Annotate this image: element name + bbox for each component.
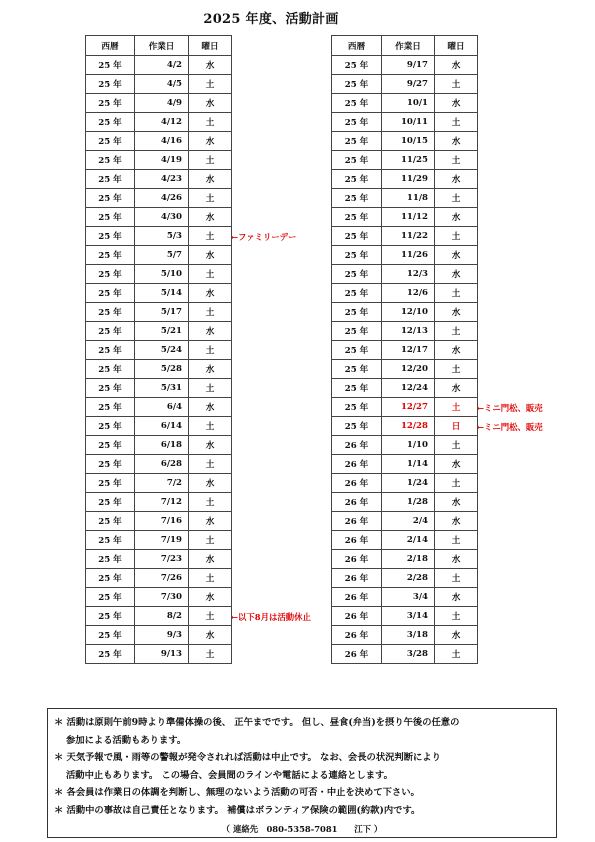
date-cell: 10/15 <box>382 132 435 151</box>
table-row <box>86 569 232 588</box>
year-cell: 25 年 <box>86 379 135 398</box>
header-weekday: 曜日 <box>435 36 478 56</box>
date-cell: 3/28 <box>382 645 435 664</box>
table-row <box>86 474 232 493</box>
date-cell: 9/3 <box>135 626 189 645</box>
weekday-cell: 土 <box>435 113 478 132</box>
weekday-cell: 水 <box>435 170 478 189</box>
year-cell: 25 年 <box>86 246 135 265</box>
weekday-cell: 土 <box>189 569 232 588</box>
date-cell: 12/13 <box>382 322 435 341</box>
year-cell: 25 年 <box>332 398 382 417</box>
weekday-cell: 水 <box>189 56 232 75</box>
date-cell: 6/28 <box>135 455 189 474</box>
weekday-cell: 土 <box>435 398 478 417</box>
table-row <box>332 151 478 170</box>
year-cell: 25 年 <box>332 417 382 436</box>
year-cell: 25 年 <box>332 170 382 189</box>
weekday-cell: 土 <box>435 607 478 626</box>
date-cell: 12/6 <box>382 284 435 303</box>
year-cell: 25 年 <box>86 493 135 512</box>
table-row <box>332 56 478 75</box>
weekday-cell: 水 <box>435 56 478 75</box>
weekday-cell: 水 <box>189 284 232 303</box>
date-cell: 5/14 <box>135 284 189 303</box>
date-cell: 7/2 <box>135 474 189 493</box>
weekday-cell: 土 <box>189 645 232 664</box>
year-cell: 25 年 <box>86 322 135 341</box>
weekday-cell: 水 <box>435 626 478 645</box>
notes-box <box>47 708 557 838</box>
year-cell: 25 年 <box>332 151 382 170</box>
header-weekday: 曜日 <box>189 36 232 56</box>
table-header-row <box>332 36 478 56</box>
date-cell: 12/3 <box>382 265 435 284</box>
date-cell: 12/10 <box>382 303 435 322</box>
table-row <box>86 246 232 265</box>
weekday-cell: 水 <box>435 94 478 113</box>
weekday-cell: 土 <box>189 151 232 170</box>
table-row <box>86 379 232 398</box>
weekday-cell: 水 <box>189 360 232 379</box>
year-cell: 26 年 <box>332 474 382 493</box>
year-cell: 25 年 <box>86 208 135 227</box>
weekday-cell: 水 <box>435 455 478 474</box>
year-cell: 26 年 <box>332 626 382 645</box>
table-row <box>332 246 478 265</box>
year-cell: 26 年 <box>332 550 382 569</box>
schedule-table-left <box>85 35 232 664</box>
weekday-cell: 土 <box>435 360 478 379</box>
table-row <box>332 227 478 246</box>
year-cell: 25 年 <box>86 474 135 493</box>
weekday-cell: 土 <box>435 645 478 664</box>
year-cell: 25 年 <box>86 151 135 170</box>
table-row <box>332 189 478 208</box>
year-cell: 25 年 <box>86 550 135 569</box>
date-cell: 4/5 <box>135 75 189 94</box>
year-cell: 25 年 <box>86 512 135 531</box>
year-cell: 25 年 <box>86 569 135 588</box>
year-cell: 25 年 <box>86 170 135 189</box>
date-cell: 2/4 <box>382 512 435 531</box>
year-cell: 26 年 <box>332 455 382 474</box>
date-cell: 10/11 <box>382 113 435 132</box>
table-row <box>332 474 478 493</box>
date-cell: 7/16 <box>135 512 189 531</box>
date-cell: 2/18 <box>382 550 435 569</box>
weekday-cell: 土 <box>435 75 478 94</box>
date-cell: 9/13 <box>135 645 189 664</box>
table-row <box>332 322 478 341</box>
weekday-cell: 土 <box>189 189 232 208</box>
weekday-cell: 土 <box>189 455 232 474</box>
table-row <box>86 436 232 455</box>
weekday-cell: 土 <box>189 341 232 360</box>
weekday-cell: 土 <box>189 417 232 436</box>
table-row <box>332 360 478 379</box>
table-row <box>332 607 478 626</box>
weekday-cell: 水 <box>189 588 232 607</box>
table-row <box>332 170 478 189</box>
year-cell: 25 年 <box>86 341 135 360</box>
table-row <box>332 417 478 436</box>
date-cell: 7/30 <box>135 588 189 607</box>
table-row <box>332 208 478 227</box>
header-year: 西暦 <box>332 36 382 56</box>
year-cell: 25 年 <box>332 132 382 151</box>
date-cell: 4/30 <box>135 208 189 227</box>
date-cell: 4/19 <box>135 151 189 170</box>
table-row <box>86 132 232 151</box>
table-row <box>86 151 232 170</box>
table-row <box>332 436 478 455</box>
weekday-cell: 水 <box>189 550 232 569</box>
table-row <box>86 512 232 531</box>
year-cell: 25 年 <box>332 303 382 322</box>
date-cell: 6/14 <box>135 417 189 436</box>
row-note: ←ファミリーデー <box>231 231 297 242</box>
date-cell: 5/28 <box>135 360 189 379</box>
year-cell: 26 年 <box>332 531 382 550</box>
note-line: 参加による活動もあります。 <box>66 734 187 746</box>
date-cell: 1/24 <box>382 474 435 493</box>
weekday-cell: 水 <box>189 436 232 455</box>
weekday-cell: 水 <box>189 132 232 151</box>
weekday-cell: 水 <box>189 626 232 645</box>
weekday-cell: 土 <box>189 303 232 322</box>
weekday-cell: 水 <box>435 379 478 398</box>
date-cell: 7/19 <box>135 531 189 550</box>
weekday-cell: 土 <box>435 189 478 208</box>
year-cell: 25 年 <box>332 56 382 75</box>
weekday-cell: 土 <box>435 227 478 246</box>
weekday-cell: 土 <box>189 113 232 132</box>
weekday-cell: 水 <box>189 474 232 493</box>
weekday-cell: 水 <box>189 398 232 417</box>
note-line: ＊ 活動中の事故は自己責任となります。 補償はボランティア保険の範囲(約款)内です。 <box>54 804 421 816</box>
date-cell: 11/29 <box>382 170 435 189</box>
table-row <box>332 550 478 569</box>
weekday-cell: 土 <box>189 75 232 94</box>
year-cell: 26 年 <box>332 588 382 607</box>
table-row <box>86 341 232 360</box>
year-cell: 25 年 <box>332 208 382 227</box>
table-row <box>332 132 478 151</box>
table-row <box>86 607 232 626</box>
year-cell: 25 年 <box>332 113 382 132</box>
year-cell: 26 年 <box>332 493 382 512</box>
weekday-cell: 水 <box>435 208 478 227</box>
weekday-cell: 水 <box>189 208 232 227</box>
table-row <box>86 303 232 322</box>
weekday-cell: 水 <box>189 512 232 531</box>
table-row <box>332 493 478 512</box>
weekday-cell: 土 <box>189 379 232 398</box>
date-cell: 10/1 <box>382 94 435 113</box>
year-cell: 25 年 <box>86 284 135 303</box>
date-cell: 11/8 <box>382 189 435 208</box>
date-cell: 5/7 <box>135 246 189 265</box>
date-cell: 5/10 <box>135 265 189 284</box>
date-cell: 12/17 <box>382 341 435 360</box>
year-cell: 25 年 <box>86 398 135 417</box>
table-row <box>86 189 232 208</box>
date-cell: 2/28 <box>382 569 435 588</box>
year-cell: 25 年 <box>332 246 382 265</box>
date-cell: 12/27 <box>382 398 435 417</box>
year-cell: 26 年 <box>332 645 382 664</box>
weekday-cell: 水 <box>435 132 478 151</box>
year-cell: 25 年 <box>332 284 382 303</box>
table-row <box>86 417 232 436</box>
date-cell: 5/24 <box>135 341 189 360</box>
weekday-cell: 水 <box>435 303 478 322</box>
weekday-cell: 土 <box>435 531 478 550</box>
table-row <box>86 56 232 75</box>
date-cell: 4/26 <box>135 189 189 208</box>
table-row <box>332 113 478 132</box>
table-row <box>332 455 478 474</box>
date-cell: 4/23 <box>135 170 189 189</box>
header-date: 作業日 <box>135 36 189 56</box>
year-cell: 25 年 <box>86 189 135 208</box>
date-cell: 12/20 <box>382 360 435 379</box>
year-cell: 25 年 <box>86 360 135 379</box>
date-cell: 3/18 <box>382 626 435 645</box>
table-header-row <box>86 36 232 56</box>
year-cell: 25 年 <box>86 607 135 626</box>
table-row <box>86 322 232 341</box>
table-row <box>332 398 478 417</box>
weekday-cell: 水 <box>435 341 478 360</box>
date-cell: 7/26 <box>135 569 189 588</box>
weekday-cell: 土 <box>435 151 478 170</box>
header-year: 西暦 <box>86 36 135 56</box>
weekday-cell: 水 <box>189 170 232 189</box>
date-cell: 6/4 <box>135 398 189 417</box>
year-cell: 26 年 <box>332 607 382 626</box>
year-cell: 25 年 <box>332 341 382 360</box>
year-cell: 25 年 <box>86 303 135 322</box>
table-row <box>332 341 478 360</box>
date-cell: 4/12 <box>135 113 189 132</box>
weekday-cell: 土 <box>435 322 478 341</box>
date-cell: 5/21 <box>135 322 189 341</box>
row-note: ←ミニ門松、販売 <box>477 421 543 432</box>
year-cell: 25 年 <box>332 94 382 113</box>
year-cell: 25 年 <box>86 645 135 664</box>
table-row <box>86 227 232 246</box>
date-cell: 6/18 <box>135 436 189 455</box>
table-row <box>86 94 232 113</box>
table-row <box>332 94 478 113</box>
weekday-cell: 土 <box>189 607 232 626</box>
year-cell: 25 年 <box>332 379 382 398</box>
date-cell: 9/27 <box>382 75 435 94</box>
row-note: ←以下8月は活動休止 <box>231 611 311 622</box>
date-cell: 1/14 <box>382 455 435 474</box>
date-cell: 12/28 <box>382 417 435 436</box>
date-cell: 7/23 <box>135 550 189 569</box>
table-row <box>86 588 232 607</box>
year-cell: 26 年 <box>332 512 382 531</box>
table-row <box>86 284 232 303</box>
weekday-cell: 土 <box>189 265 232 284</box>
note-line: 活動中止もあります。 この場合、会員間のラインや電話による連絡とします。 <box>66 769 393 781</box>
weekday-cell: 土 <box>189 531 232 550</box>
weekday-cell: 水 <box>189 94 232 113</box>
weekday-cell: 水 <box>435 493 478 512</box>
year-cell: 25 年 <box>86 436 135 455</box>
year-cell: 25 年 <box>86 75 135 94</box>
table-row <box>86 75 232 94</box>
date-cell: 9/17 <box>382 56 435 75</box>
table-row <box>332 303 478 322</box>
year-cell: 25 年 <box>86 132 135 151</box>
weekday-cell: 水 <box>435 512 478 531</box>
year-cell: 25 年 <box>86 531 135 550</box>
table-row <box>86 493 232 512</box>
date-cell: 5/17 <box>135 303 189 322</box>
year-cell: 25 年 <box>86 113 135 132</box>
date-cell: 11/26 <box>382 246 435 265</box>
date-cell: 7/12 <box>135 493 189 512</box>
date-cell: 11/12 <box>382 208 435 227</box>
weekday-cell: 水 <box>435 246 478 265</box>
date-cell: 3/4 <box>382 588 435 607</box>
date-cell: 5/3 <box>135 227 189 246</box>
table-row <box>86 265 232 284</box>
page-title: 2025 年度、活動計画 <box>203 12 339 27</box>
year-cell: 25 年 <box>86 455 135 474</box>
note-line: ＊ 活動は原則午前9時より準備体操の後、 正午までです。 但し、昼食(弁当)を摂り午後の任意の <box>54 717 460 728</box>
table-row <box>332 588 478 607</box>
year-cell: 25 年 <box>332 322 382 341</box>
date-cell: 3/14 <box>382 607 435 626</box>
table-row <box>332 626 478 645</box>
date-cell: 4/9 <box>135 94 189 113</box>
year-cell: 25 年 <box>86 417 135 436</box>
table-row <box>86 208 232 227</box>
table-row <box>86 398 232 417</box>
weekday-cell: 水 <box>435 588 478 607</box>
date-cell: 1/10 <box>382 436 435 455</box>
contact-info: （ 連絡先 080-5358-7081 江下 ） <box>221 823 383 834</box>
weekday-cell: 水 <box>435 550 478 569</box>
year-cell: 25 年 <box>332 75 382 94</box>
weekday-cell: 日 <box>435 417 478 436</box>
date-cell: 2/14 <box>382 531 435 550</box>
year-cell: 26 年 <box>332 436 382 455</box>
weekday-cell: 土 <box>189 493 232 512</box>
table-row <box>332 531 478 550</box>
year-cell: 25 年 <box>86 265 135 284</box>
weekday-cell: 土 <box>435 284 478 303</box>
year-cell: 25 年 <box>332 189 382 208</box>
year-cell: 25 年 <box>86 56 135 75</box>
table-row <box>332 379 478 398</box>
table-row <box>332 645 478 664</box>
table-row <box>86 113 232 132</box>
table-row <box>86 360 232 379</box>
date-cell: 11/25 <box>382 151 435 170</box>
weekday-cell: 土 <box>435 569 478 588</box>
weekday-cell: 土 <box>435 474 478 493</box>
date-cell: 5/31 <box>135 379 189 398</box>
table-row <box>86 645 232 664</box>
year-cell: 25 年 <box>332 360 382 379</box>
year-cell: 26 年 <box>332 569 382 588</box>
note-line: ＊ 天気予報で風・雨等の警報が発令されれば活動は中止です。 なお、会長の状況判断により <box>54 752 441 764</box>
table-row <box>332 569 478 588</box>
date-cell: 4/2 <box>135 56 189 75</box>
table-row <box>332 512 478 531</box>
note-line: ＊ 各会員は作業日の体調を判断し、無理のないよう活動の可否・中止を決めて下さい。 <box>54 787 420 799</box>
date-cell: 8/2 <box>135 607 189 626</box>
schedule-table-right <box>331 35 478 664</box>
year-cell: 25 年 <box>86 626 135 645</box>
weekday-cell: 土 <box>435 436 478 455</box>
table-row <box>332 265 478 284</box>
date-cell: 11/22 <box>382 227 435 246</box>
table-row <box>86 170 232 189</box>
year-cell: 25 年 <box>332 265 382 284</box>
year-cell: 25 年 <box>86 94 135 113</box>
date-cell: 12/24 <box>382 379 435 398</box>
table-row <box>86 455 232 474</box>
year-cell: 25 年 <box>332 227 382 246</box>
date-cell: 1/28 <box>382 493 435 512</box>
weekday-cell: 水 <box>435 265 478 284</box>
date-cell: 4/16 <box>135 132 189 151</box>
table-row <box>86 626 232 645</box>
table-row <box>332 75 478 94</box>
table-row <box>332 284 478 303</box>
weekday-cell: 水 <box>189 322 232 341</box>
header-date: 作業日 <box>382 36 435 56</box>
year-cell: 25 年 <box>86 227 135 246</box>
table-row <box>86 531 232 550</box>
weekday-cell: 土 <box>189 227 232 246</box>
table-row <box>86 550 232 569</box>
weekday-cell: 水 <box>189 246 232 265</box>
year-cell: 25 年 <box>86 588 135 607</box>
row-note: ←ミニ門松、販売 <box>477 402 543 413</box>
